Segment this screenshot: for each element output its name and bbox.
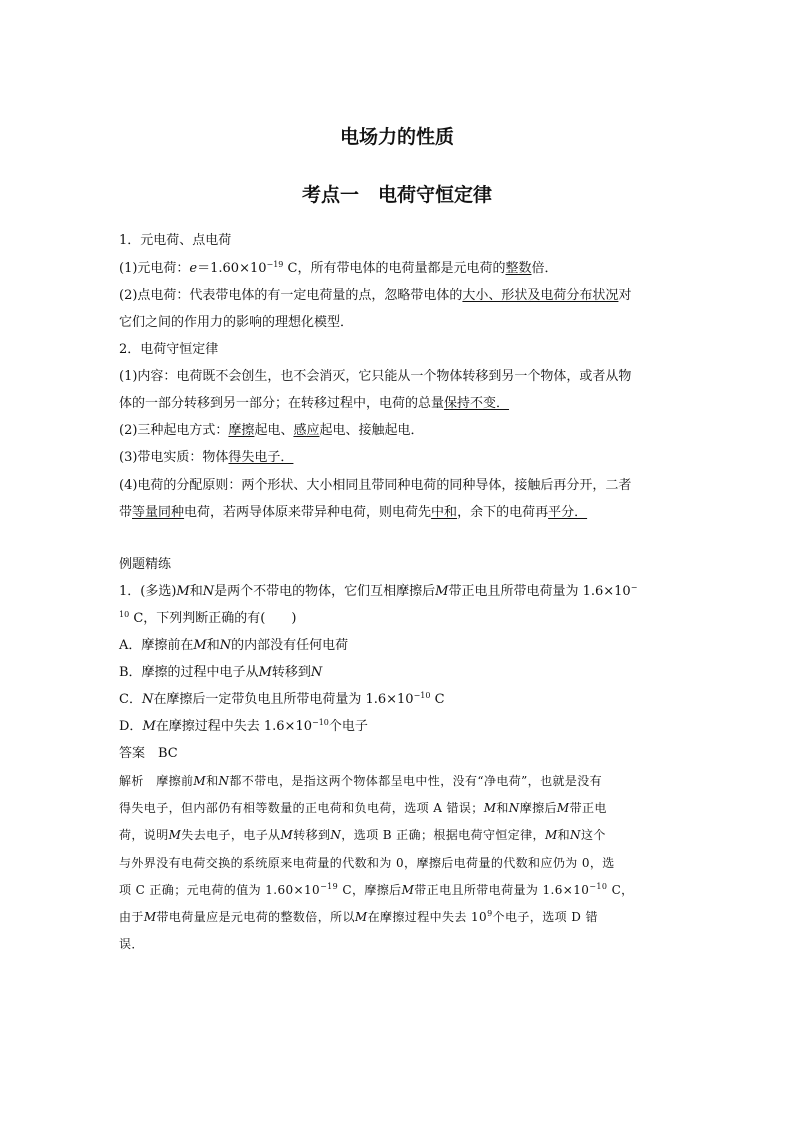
analysis-line7: 误． (119, 937, 144, 951)
option-c: C．N在摩擦后一定带负电且所带电荷量为 $1.6\times 10^{-10}$ C (119, 691, 445, 707)
page-title: 电场力的性质 (339, 126, 454, 148)
analysis-line1: 解析 摩擦前M和N都不带电，是指这两个物体都呈电中性，没有“净电荷”，也就是没有 (119, 774, 603, 788)
analysis-line5: 项 C 正确；元电荷的值为 $1.60\times 10^{-19}$ C，摩擦后M带正电且所带电荷量为 $1.6\times 10^{-10}$ C， (119, 882, 634, 897)
question-line2: $^{10}$ C，下列判断正确的有( ) (119, 610, 297, 626)
analysis-line2: 得失电子，但内部仍有相等数量的正电荷和负电荷，选项 A 错误；M和N摩擦后M带正电 (119, 801, 607, 815)
analysis-line6: 由于M带电荷量应是元电荷的整数倍，所以M在摩擦过程中失去 $10^9$个电子，选项 D 错 (119, 909, 598, 924)
k2-p2: (2)三种起电方式：摩擦起电、感应起电、接触起电． (119, 423, 424, 438)
k2-p1-line1: (1)内容：电荷既不会创生，也不会消灭，它只能从一个物体转移到另一个物体，或者从物 (119, 369, 632, 384)
option-a: A．摩擦前在M和N的内部没有任何电荷 (119, 638, 349, 653)
k2-p4-line2: 带等量同种电荷，若两导体原来带异种电荷，则电荷先中和，余下的电荷再平分． (119, 505, 588, 520)
k1-p1: (1)元电荷：$e=1.60\times 10^{-19}$ C，所有带电体的电荷量都是元电荷的整数倍． (119, 260, 558, 276)
option-b: B．摩擦的过程中电子从M转移到N (119, 665, 323, 680)
k2-p1-line2: 体的一部分转移到另一部分；在转移过程中，电荷的总量保持不变． (119, 396, 510, 411)
option-d: D．M在摩擦过程中失去 $1.6\times 10^{-10}$个电子 (119, 718, 368, 734)
k2-p4-line1: (4)电荷的分配原则：两个形状、大小相同且带同种电荷的同种导体，接触后再分开，二者 (119, 478, 632, 493)
k1-heading: 1．元电荷、点电荷 (119, 233, 232, 248)
answer: 答案 BC (119, 746, 178, 761)
question-line1: 1．(多选)M和N是两个不带电的物体，它们互相摩擦后M带正电且所带电荷量为 1.6×10− (119, 583, 638, 599)
k1-p2: (2)点电荷：代表带电体的有一定电荷量的点，忽略带电体的大小、形状及电荷分布状况对 (119, 288, 632, 303)
k1-p2-line2: 它们之间的作用力的影响的理想化模型． (119, 315, 354, 330)
k2-heading: 2．电荷守恒定律 (119, 342, 219, 357)
section-title: 考点一 电荷守恒定律 (301, 184, 492, 206)
k2-p3: (3)带电实质：物体得失电子． (119, 450, 294, 465)
analysis-line3: 荷，说明M失去电子，电子从M转移到N，选项 B 正确；根据电荷守恒定律，M和N这个 (119, 828, 606, 842)
example-heading: 例题精练 (119, 557, 172, 572)
analysis-line4: 与外界没有电荷交换的系统原来电荷量的代数和为 0，摩擦后电荷量的代数和应仍为 0，选 (119, 856, 615, 870)
